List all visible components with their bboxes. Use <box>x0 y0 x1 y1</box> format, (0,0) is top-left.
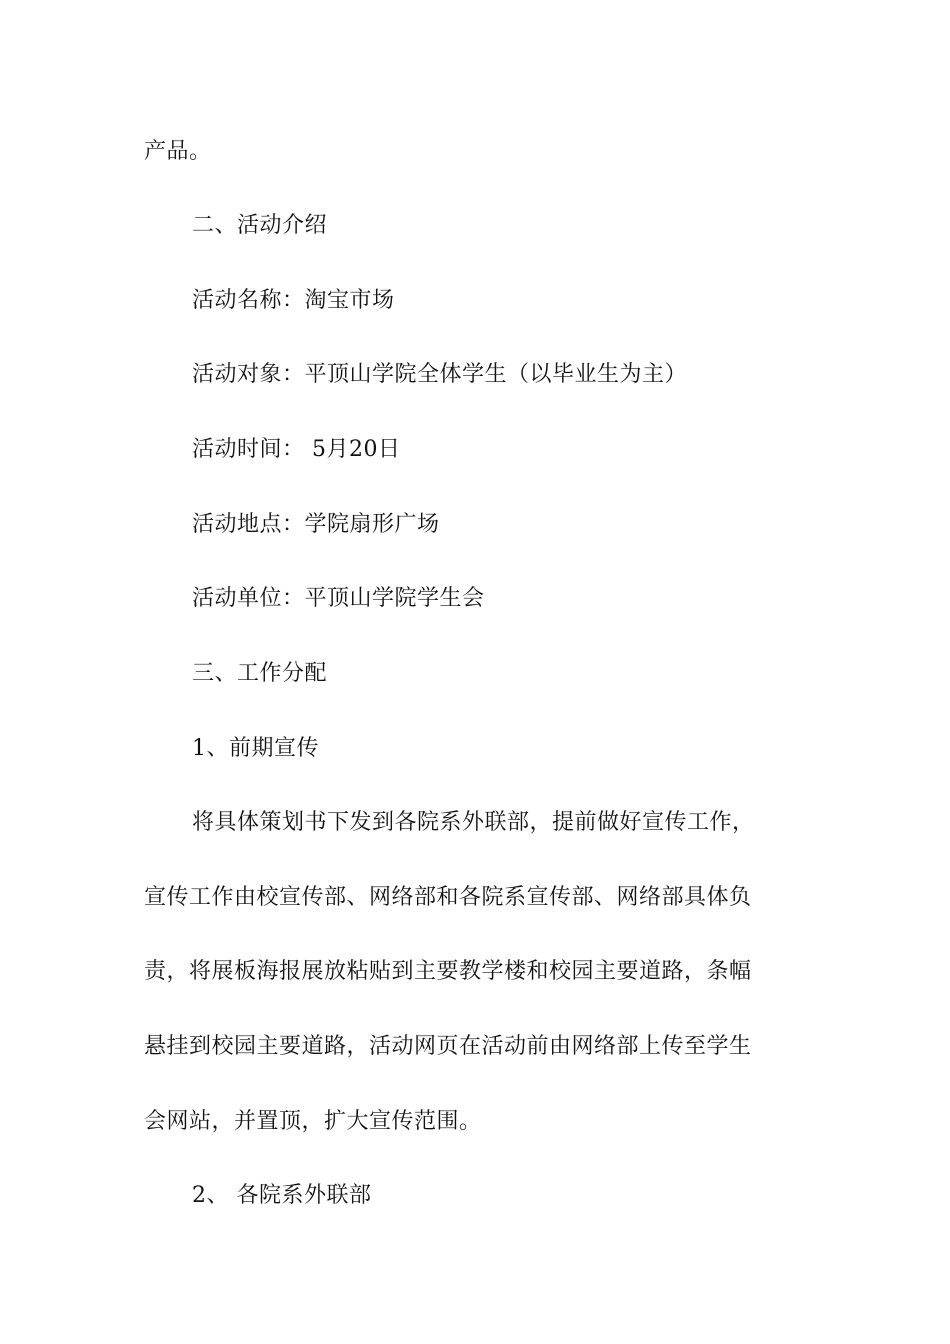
paragraph-line: 会网站，并置顶，扩大宣传范围。 <box>144 1109 482 1134</box>
paragraph-continuation: 产品。 <box>144 139 212 164</box>
activity-location: 活动地点：学院扇形广场 <box>192 512 440 537</box>
activity-organizer: 活动单位：平顶山学院学生会 <box>192 586 485 611</box>
activity-time: 活动时间： 5月20日 <box>192 437 401 462</box>
section-heading-work-allocation: 三、工作分配 <box>192 661 328 686</box>
paragraph-line: 悬挂到校园主要道路，活动网页在活动前由网络部上传至学生 <box>144 1034 752 1059</box>
section-heading-activity-intro: 二、活动介绍 <box>192 213 328 238</box>
subsection-heading-publicity: 1、前期宣传 <box>192 736 319 761</box>
subsection-heading-liaison: 2、 各院系外联部 <box>192 1183 372 1208</box>
activity-audience: 活动对象：平顶山学院全体学生（以毕业生为主） <box>192 362 688 387</box>
paragraph-line: 将具体策划书下发到各院系外联部，提前做好宣传工作， <box>192 810 755 835</box>
paragraph-line: 宣传工作由校宣传部、网络部和各院系宣传部、网络部具体负 <box>144 885 752 910</box>
paragraph-line: 责，将展板海报展放粘贴到主要教学楼和校园主要道路，条幅 <box>144 959 752 984</box>
activity-name: 活动名称：淘宝市场 <box>192 288 395 313</box>
